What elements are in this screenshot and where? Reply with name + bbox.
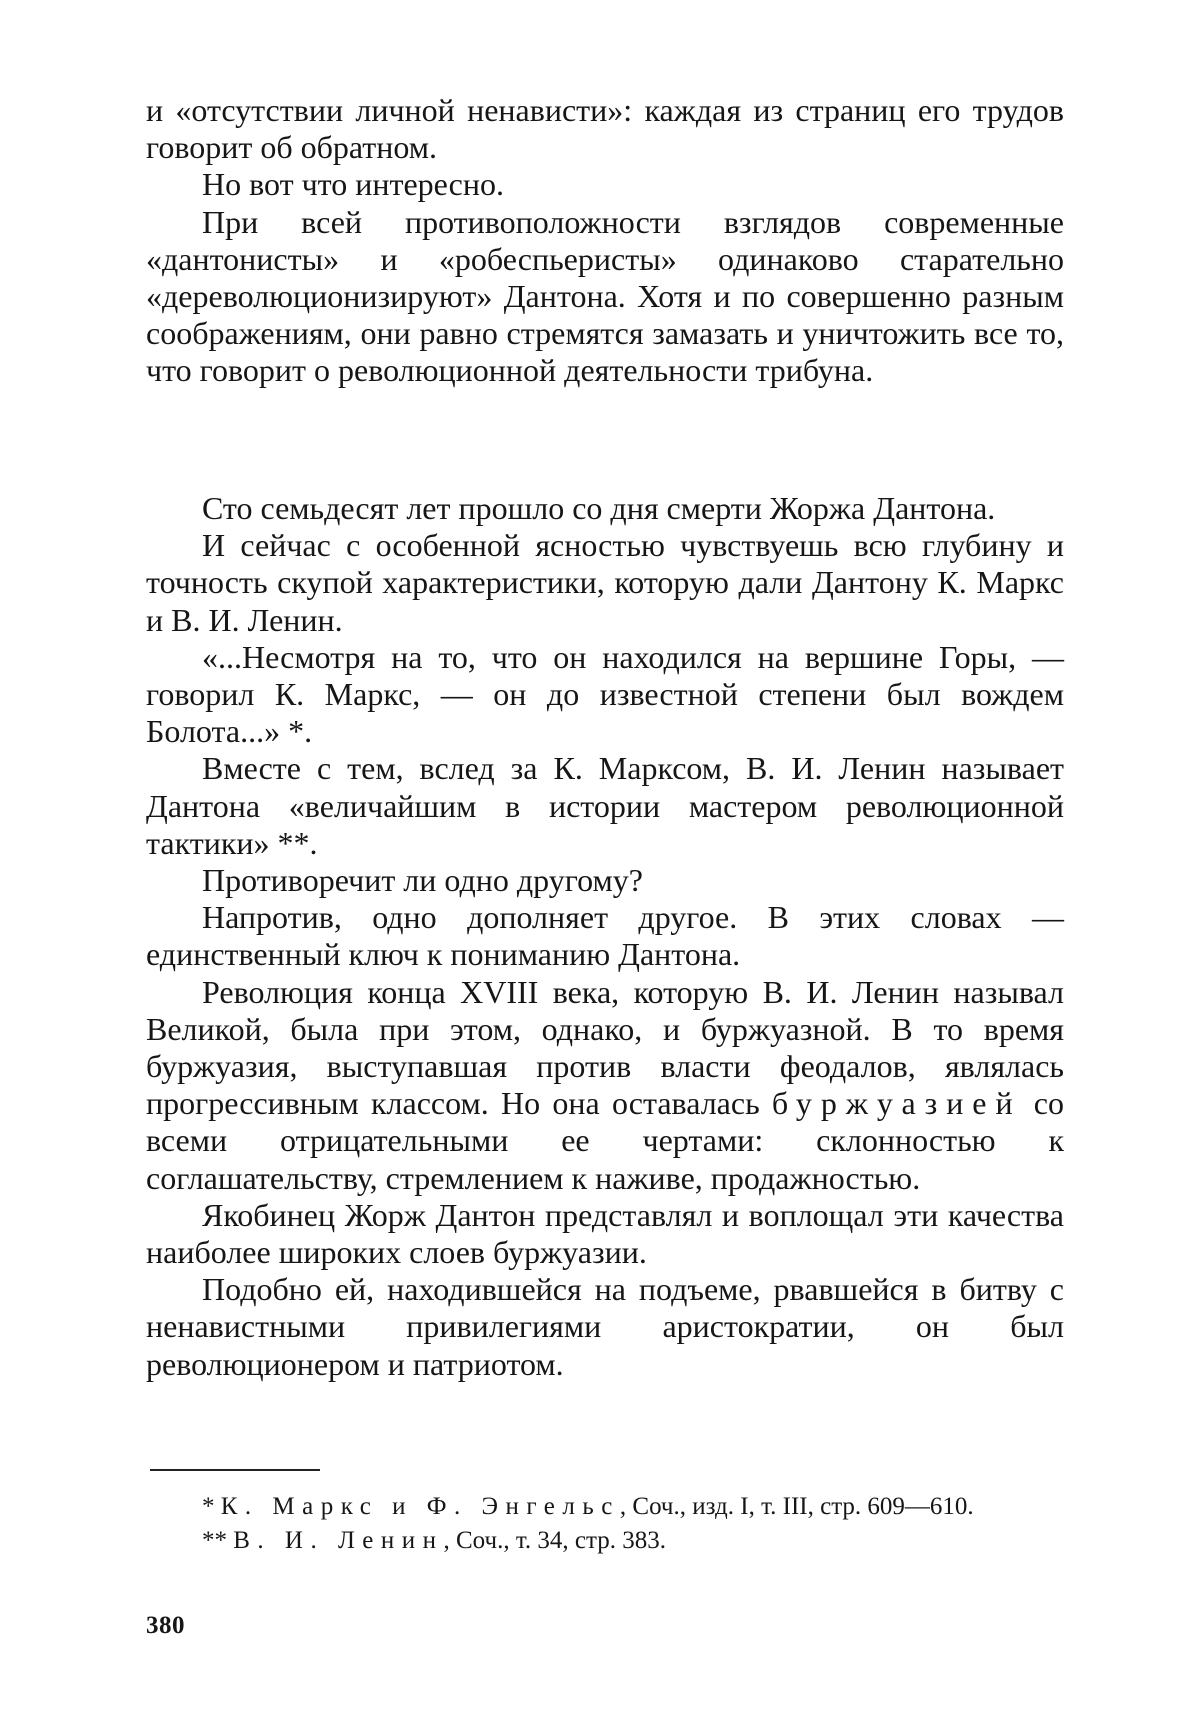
paragraph-part: со всеми отрицательными ее чертами: склонностью к соглашательству, стремлением к наживе, продажностью. (146, 1085, 1065, 1196)
page-number: 380 (146, 1612, 185, 1639)
paragraph: Вместе с тем, вслед за К. Марксом, В. И. Ленин называет Дантона «величайшим в истории мастером революционной тактики» **. (146, 750, 1064, 861)
footnote-marker: * (202, 1493, 215, 1520)
emphasized-word: буржуазией (771, 1085, 1022, 1122)
footnote-source: , Соч., т. 34, стр. 383. (443, 1527, 666, 1554)
paragraph: Противоречит ли одно другому? (202, 862, 643, 899)
paragraph: Сто семьдесят лет прошло со дня смерти Жоржа Дантона. (202, 490, 996, 526)
footnote-marker: ** (202, 1527, 227, 1554)
text-section-continued (146, 92, 1064, 390)
paragraph: Напротив, одно дополняет другое. В этих словах — единственный ключ к пониманию Дантона. (146, 899, 1064, 973)
paragraph: Но вот что интересно. (202, 166, 504, 203)
paragraph-part: Революция конца XVIII века, которую В. И. Ленин называл Великой, была при этом, однако, и буржуазной. В то время буржуазия, выступавшая против власти феодалов, являлась прогрессивным классом. Но она оставалась (146, 973, 1064, 1122)
paragraph: И сейчас с особенной ясностью чувствуешь всю глубину и точность скупой характеристики, которую дали Дантону К. Маркс и В. И. Ленин. (146, 527, 1064, 638)
footnote-author: В. И. Ленин (233, 1527, 444, 1554)
footnotes (146, 1490, 1064, 1558)
paragraph-revolution (146, 974, 1064, 1197)
paragraph: При всей противоположности взглядов современные «дантонисты» и «робеспьеристы» одинаково старательно «дереволюционизируют» Дантона. Хотя и по совершенно разным соображениям, они равно стремятся замазать и уничтожить все то, что говорит о революционной деятельности трибуна. (146, 203, 1064, 389)
footnote-divider (150, 1469, 320, 1471)
paragraph: Подобно ей, находившейся на подъеме, рвавшейся в битву с ненавистными привилегиями аристократии, он был революционером и патриотом. (146, 1271, 1064, 1382)
footnote (146, 1490, 1064, 1524)
text-section-main (146, 490, 1064, 1383)
paragraph: и «отсутствии личной ненависти»: каждая из страниц его трудов говорит об обратном. (146, 92, 1064, 166)
footnote-author: К. Маркс и Ф. Энгельс (220, 1493, 620, 1520)
paragraph: Якобинец Жорж Дантон представлял и воплощал эти качества наиболее широких слоев буржуазии. (146, 1196, 1064, 1271)
footnote (146, 1524, 1064, 1558)
footnote-source: , Соч., изд. I, т. III, стр. 609—610. (619, 1493, 974, 1520)
paragraph: «...Несмотря на то, что он находился на вершине Горы, — говорил К. Маркс, — он до известной степени был вождем Болота...» *. (146, 638, 1064, 750)
